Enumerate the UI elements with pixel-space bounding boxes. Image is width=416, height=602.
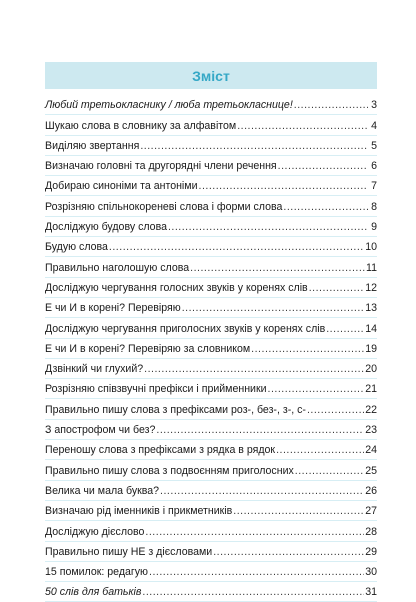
toc-entry[interactable] [45,440,377,460]
toc-dot-leader [278,160,368,173]
toc-entry-label: Правильно пишу слова з подвоєнням приголосних [45,464,294,477]
toc-entry[interactable] [45,420,377,440]
toc-entry-page-number: 20 [365,363,377,376]
toc-entry-label: Правильно наголошую слова [45,261,190,274]
toc-entry[interactable] [45,339,377,359]
toc-dot-leader [326,323,364,336]
toc-entry-page-number: 4 [371,119,377,132]
toc-entry[interactable] [45,359,377,379]
toc-entry[interactable] [45,481,377,501]
toc-entry-label: З апострофом чи без? [45,424,156,437]
toc-entry-label: Дзвінкий чи глухий? [45,363,144,376]
toc-entry-label: Розрізняю співзвучні префікси і прийменники [45,383,267,396]
toc-entry[interactable] [45,95,377,115]
toc-entry-label: Досліджую чергування приголосних звуків у коренях слів [45,322,326,335]
toc-entry[interactable] [45,582,377,602]
toc-dot-leader [237,120,368,133]
toc-entry-label: Любий третьокласнику / люба третьокласнице! [45,99,293,112]
toc-entry[interactable] [45,460,377,480]
toc-entry-page-number: 23 [365,424,377,437]
toc-entry-label: Переношу слова з префіксами з рядка в рядок [45,444,276,457]
toc-entry[interactable] [45,379,377,399]
toc-dot-leader [182,302,364,315]
toc-entry-label: Розрізняю спільнокореневі слова і форми слова [45,200,283,213]
table-of-contents [45,62,377,602]
toc-dot-leader [276,444,364,457]
toc-dot-leader [283,201,368,214]
toc-dot-leader [190,262,365,275]
toc-entry[interactable] [45,318,377,338]
toc-dot-leader [168,221,368,234]
toc-dot-leader [307,404,364,417]
toc-entry[interactable] [45,196,377,216]
toc-dot-leader [142,586,364,599]
toc-list [45,95,377,602]
toc-header-band [45,62,377,89]
toc-dot-leader [199,180,369,193]
toc-dot-leader [140,140,368,153]
toc-dot-leader [251,343,364,356]
toc-entry[interactable] [45,278,377,298]
toc-entry[interactable] [45,542,377,562]
toc-dot-leader [268,383,365,396]
toc-entry-page-number: 6 [371,160,377,173]
toc-entry-label: Шукаю слова в словнику за алфавітом [45,119,237,132]
toc-entry-page-number: 12 [365,281,377,294]
toc-entry-label: Добираю синоніми та антоніми [45,180,198,193]
toc-dot-leader [233,505,364,518]
toc-entry-page-number: 21 [365,383,377,396]
toc-dot-leader [213,546,364,559]
toc-entry-page-number: 10 [365,241,377,254]
toc-entry-page-number: 7 [371,180,377,193]
toc-entry-page-number: 9 [371,221,377,234]
toc-entry-label: Будую слова [45,241,108,254]
toc-entry-page-number: 8 [371,200,377,213]
toc-entry-page-number: 13 [365,302,377,315]
toc-entry-label: Правильно пишу слова з префіксами роз-, без-, з-, с- [45,403,306,416]
toc-entry-label: Досліджую будову слова [45,221,167,234]
toc-entry-label: 50 слів для батьків [45,586,142,599]
toc-entry-label: 15 помилок: редагую [45,566,148,579]
toc-entry-page-number: 25 [365,464,377,477]
toc-entry-label: Е чи И в корені? Перевіряю [45,302,181,315]
toc-entry[interactable] [45,257,377,277]
toc-entry-page-number: 19 [365,342,377,355]
toc-entry-page-number: 3 [371,99,377,112]
toc-entry-page-number: 29 [365,545,377,558]
toc-entry-page-number: 30 [365,566,377,579]
toc-entry-label: Визначаю головні та другорядні члени речення [45,160,277,173]
toc-entry[interactable] [45,237,377,257]
toc-entry-label: Визначаю рід іменників і прикметників [45,505,233,518]
toc-entry[interactable] [45,156,377,176]
toc-dot-leader [109,241,364,254]
toc-entry-page-number: 28 [365,525,377,538]
toc-entry-page-number: 31 [365,586,377,599]
toc-entry-page-number: 24 [365,444,377,457]
toc-entry-label: Правильно пишу НЕ з дієсловами [45,545,213,558]
toc-entry[interactable] [45,399,377,419]
toc-entry-label: Досліджую дієслово [45,525,145,538]
toc-entry[interactable] [45,298,377,318]
toc-entry-page-number: 26 [365,484,377,497]
toc-entry-page-number: 5 [371,139,377,152]
toc-entry-page-number: 11 [366,261,377,274]
toc-dot-leader [144,363,364,376]
toc-entry-label: Виділяю звертання [45,139,140,152]
toc-entry[interactable] [45,217,377,237]
toc-dot-leader [160,485,364,498]
toc-dot-leader [294,99,368,112]
toc-entry-page-number: 22 [365,403,377,416]
toc-title: Зміст [192,67,230,84]
toc-dot-leader [309,282,365,295]
toc-entry-label: Велика чи мала буква? [45,484,160,497]
toc-dot-leader [295,465,364,478]
toc-entry[interactable] [45,562,377,582]
toc-entry[interactable] [45,521,377,541]
toc-entry-page-number: 27 [365,505,377,518]
toc-entry-label: Досліджую чергування голосних звуків у коренях слів [45,281,308,294]
toc-entry-page-number: 14 [365,322,377,335]
toc-dot-leader [145,526,364,539]
toc-entry[interactable] [45,136,377,156]
toc-dot-leader [149,566,364,579]
toc-entry[interactable] [45,501,377,521]
toc-entry[interactable] [45,176,377,196]
toc-entry[interactable] [45,115,377,135]
toc-dot-leader [156,424,364,437]
toc-entry-label: Е чи И в корені? Перевіряю за словником [45,342,251,355]
